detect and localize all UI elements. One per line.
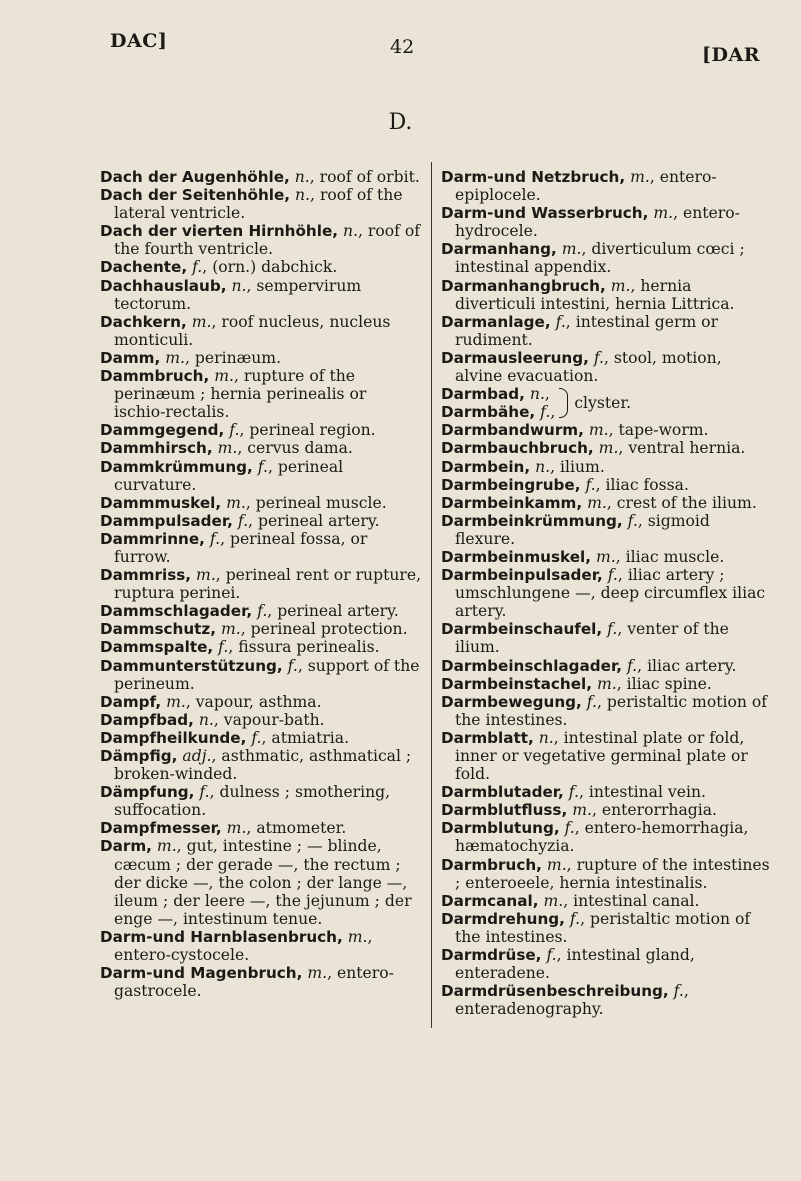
entry-headword: Damm,	[100, 348, 161, 367]
entry-definition: , enterorrhagia.	[591, 801, 717, 820]
entry-grammar: f.	[237, 511, 249, 530]
entry-definition: , perineal artery.	[267, 602, 399, 621]
dictionary-entry	[100, 530, 422, 566]
entry-definition: , ventral hernia.	[618, 439, 746, 458]
entry-headword: Darm-und Harnblasenbruch,	[100, 927, 343, 946]
dictionary-entry	[100, 258, 422, 276]
entry-definition: , support of the perineum.	[114, 656, 420, 693]
entry-definition: , roof of orbit.	[309, 168, 420, 186]
entry-definition: , perineal artery.	[248, 511, 380, 530]
entry-grammar: m.	[217, 439, 238, 458]
entry-grammar: m.	[191, 312, 212, 331]
dictionary-entry	[100, 711, 422, 729]
entry-definition: , sempervirum tectorum.	[114, 276, 362, 313]
entry-definition: , intestinal canal.	[563, 891, 700, 910]
dictionary-entry	[100, 964, 422, 1000]
entry-definition: , perineal fossa, or furrow.	[114, 529, 368, 566]
entry-definition: , stool, motion, alvine evacuation.	[455, 348, 722, 386]
entry-headword: Darmbeinschaufel,	[441, 620, 603, 639]
entry-definition: ,	[550, 403, 556, 422]
entry-headword: Dammpulsader,	[100, 511, 233, 530]
entry-definition: , iliac artery.	[637, 656, 737, 675]
dictionary-entry	[441, 856, 771, 892]
entry-headword: Darmanhangbruch,	[441, 276, 606, 295]
entry-headword: Dammunterstützung,	[100, 656, 283, 675]
entry-headword: Dammspalte,	[100, 638, 214, 657]
dictionary-entry	[441, 403, 555, 421]
entry-headword: Dämpfig,	[100, 747, 178, 765]
brace-definition: clyster.	[574, 394, 632, 413]
entry-grammar: n.	[538, 728, 554, 747]
entry-definition: , entero-cystocele.	[114, 927, 373, 965]
entry-grammar: f.	[257, 602, 268, 621]
entry-headword: Dach der Augenhöhle,	[100, 168, 290, 186]
entry-grammar: n.	[231, 276, 247, 295]
dictionary-entry	[441, 729, 771, 783]
dictionary-entry	[100, 657, 422, 693]
dictionary-entry	[441, 313, 771, 349]
entry-grammar: n.	[198, 710, 214, 729]
dictionary-entry	[441, 982, 771, 1018]
entry-definition: , entero-hemorrhagia, hæmatochyzia.	[455, 819, 749, 856]
entry-headword: Darm,	[100, 837, 152, 856]
dictionary-entry	[100, 421, 422, 439]
entry-grammar: m.	[596, 674, 617, 693]
entry-definition: , roof nucleus, nucleus monticuli.	[114, 312, 391, 349]
dictionary-entry	[100, 819, 422, 837]
dictionary-entry	[100, 747, 422, 783]
entry-definition: , enteradenography.	[455, 982, 689, 1019]
entry-grammar: f.	[607, 566, 618, 585]
dictionary-entry	[100, 783, 422, 819]
dictionary-entry	[100, 186, 422, 222]
entry-headword: Darmbruch,	[441, 855, 542, 874]
column-divider	[431, 162, 432, 1028]
entry-grammar: m.	[214, 367, 234, 386]
entry-definition: , peristaltic motion of the intestines.	[455, 692, 768, 729]
dictionary-entry	[441, 548, 771, 566]
entry-definition: , rupture of the intestines ; enteroeele, hernia intestinalis.	[455, 855, 770, 892]
entry-grammar: f.	[564, 819, 575, 838]
entry-grammar: f.	[251, 728, 262, 747]
entry-grammar: m.	[166, 692, 186, 711]
dictionary-entry	[441, 566, 771, 620]
section-letter: D.	[388, 110, 413, 135]
dictionary-entry	[100, 566, 422, 602]
entry-grammar: n.	[529, 385, 545, 404]
entry-definition: , entero-epiplocele.	[455, 168, 717, 205]
entry-definition: , venter of the ilium.	[455, 620, 729, 657]
dictionary-entry	[441, 385, 555, 403]
entry-definition: , fissura perinealis.	[228, 638, 380, 657]
entry-grammar: f.	[593, 348, 604, 367]
entry-grammar: m.	[653, 204, 674, 223]
dictionary-entry	[100, 313, 422, 349]
entry-headword: Darmdrehung,	[441, 909, 565, 928]
entry-grammar: m.	[610, 276, 631, 295]
entry-definition: , cervus dama.	[237, 439, 353, 458]
entry-headword: Darmanlage,	[441, 312, 551, 331]
entry-definition: , ilium.	[550, 457, 605, 476]
entry-definition: , entero-gastrocele.	[114, 964, 394, 1001]
entry-headword: Darmbeinmuskel,	[441, 547, 592, 566]
entry-grammar: m.	[595, 547, 616, 566]
dictionary-entry	[441, 458, 771, 476]
entry-headword: Darmbeinkrümmung,	[441, 511, 623, 530]
entry-headword: Dammriss,	[100, 566, 192, 585]
entry-definition: , entero-hydrocele.	[455, 204, 740, 241]
entry-headword: Dachente,	[100, 258, 188, 277]
entry-headword: Dammmuskel,	[100, 493, 222, 512]
entry-grammar: f.	[199, 783, 210, 802]
entry-headword: Darmblatt,	[441, 728, 534, 747]
entry-definition: ,	[544, 385, 550, 404]
dictionary-entry	[100, 837, 422, 927]
entry-grammar: f.	[626, 656, 638, 675]
entry-headword: Dämpfung,	[100, 783, 195, 802]
entry-grammar: f.	[257, 457, 268, 476]
entry-headword: Darmblutfluss,	[441, 801, 568, 820]
entry-headword: Darm-und Magenbruch,	[100, 964, 303, 983]
entry-definition: , perineal muscle.	[245, 493, 387, 512]
dictionary-entry	[441, 693, 771, 729]
entry-headword: Dammschutz,	[100, 620, 217, 639]
dictionary-entry	[100, 638, 422, 656]
entry-grammar: m.	[588, 421, 609, 440]
entry-grammar: f.	[586, 692, 597, 711]
dictionary-entry	[441, 512, 771, 548]
entry-definition: , intestinal plate or fold, inner or vegetative germinal plate or fold.	[455, 728, 748, 784]
entry-definition: , intestinal germ or rudiment.	[455, 312, 719, 349]
entry-grammar: f.	[546, 946, 557, 965]
entry-headword: Darm-und Netzbruch,	[441, 168, 626, 186]
dictionary-entry	[441, 819, 771, 855]
entry-definition: , intestinal vein.	[578, 783, 706, 802]
entry-headword: Dammbruch,	[100, 367, 210, 386]
entry-grammar: m.	[587, 493, 607, 512]
entry-definition: , sigmoid flexure.	[455, 511, 710, 548]
dictionary-entry	[100, 494, 422, 512]
entry-definition: , diverticulum cœci ; intestinal appendix.	[455, 240, 745, 277]
entry-headword: Dampfheilkunde,	[100, 728, 247, 747]
entry-headword: Dammschlagader,	[100, 602, 253, 621]
entry-headword: Darm-und Wasserbruch,	[441, 204, 649, 223]
entry-definition: , intestinal gland, enteradene.	[455, 946, 695, 983]
running-head-right: [DAR	[702, 44, 760, 66]
entry-grammar: m.	[307, 964, 328, 983]
entry-definition: , iliac fossa.	[595, 475, 689, 494]
entry-grammar: m.	[598, 439, 619, 458]
entry-headword: Dammgegend,	[100, 421, 225, 440]
dictionary-entry	[441, 204, 771, 240]
entry-headword: Dampf,	[100, 692, 162, 711]
entry-headword: Dach der Seitenhöhle,	[100, 186, 291, 205]
entry-grammar: m.	[226, 493, 246, 512]
entry-definition: , gut, intestine ; — blinde, cæcum ; der gerade —, the rectum ; der dicke —, the colon ; der lange —, ileum ; der leere —, the jejunum ; der enge —, intestinum tenue.	[114, 837, 412, 928]
entry-headword: Darmbewegung,	[441, 692, 582, 711]
brace-entry-group	[441, 385, 771, 421]
dictionary-entry	[441, 783, 771, 801]
dictionary-entry	[100, 367, 422, 421]
dictionary-entry	[441, 946, 771, 982]
entry-definition: , crest of the ilium.	[606, 493, 757, 512]
dictionary-entry	[441, 910, 771, 946]
entry-definition: , atmiatria.	[261, 728, 350, 747]
entry-headword: Darmbeinstachel,	[441, 674, 592, 693]
entry-headword: Darmbandwurm,	[441, 421, 584, 440]
entry-definition: , asthmatic, asthmatical ; broken-winded.	[114, 747, 412, 784]
entry-headword: Darmbeinkamm,	[441, 493, 583, 512]
entry-grammar: f.	[673, 982, 684, 1001]
entry-headword: Darmblutung,	[441, 819, 560, 838]
dictionary-entry	[441, 892, 771, 910]
entry-definition: , iliac artery ; umschlungene —, deep circumflex iliac artery.	[455, 566, 766, 621]
dictionary-entry	[100, 512, 422, 530]
dictionary-entry	[441, 349, 771, 385]
entry-grammar: f.	[287, 656, 298, 675]
entry-definition: , atmometer.	[246, 819, 347, 838]
entry-grammar: f.	[229, 421, 240, 440]
entry-grammar: m.	[630, 168, 650, 186]
left-column	[100, 168, 422, 1000]
entry-headword: Darmbad,	[441, 385, 525, 404]
entry-definition: , perinæum.	[185, 348, 282, 367]
entry-grammar: m.	[546, 855, 567, 874]
entry-headword: Dammhirsch,	[100, 439, 213, 458]
entry-headword: Dammkrümmung,	[100, 457, 253, 476]
dictionary-entry	[100, 729, 422, 747]
entry-grammar: m.	[221, 620, 241, 639]
entry-headword: Darmdrüsenbeschreibung,	[441, 982, 669, 1001]
entry-headword: Darmbeinschlagader,	[441, 656, 622, 675]
entry-definition: , rupture of the perinæum ; hernia perinealis or ischio-rectalis.	[114, 367, 367, 422]
entry-grammar: n.	[294, 168, 310, 186]
dictionary-entry	[100, 928, 422, 964]
dictionary-entry	[100, 602, 422, 620]
entry-definition: , perineal region.	[239, 421, 376, 440]
entry-headword: Dachhauslaub,	[100, 276, 227, 295]
entry-definition: , peristaltic motion of the intestines.	[455, 909, 751, 946]
dictionary-entry	[100, 168, 422, 186]
entry-definition: , vapour-bath.	[213, 710, 325, 729]
entry-grammar: m.	[165, 348, 185, 367]
entry-headword: Darmblutader,	[441, 783, 564, 802]
entry-grammar: m.	[543, 891, 564, 910]
entry-headword: Dammrinne,	[100, 529, 205, 548]
entry-headword: Darmanhang,	[441, 240, 557, 259]
entry-definition: , roof of the fourth ventricle.	[114, 222, 421, 259]
dictionary-entry	[441, 168, 771, 204]
dictionary-entry	[100, 439, 422, 457]
dictionary-entry	[441, 657, 771, 675]
dictionary-entry	[441, 421, 771, 439]
dictionary-entry	[100, 693, 422, 711]
entry-grammar: m.	[572, 801, 592, 820]
page-number: 42	[390, 36, 415, 58]
entry-definition: , roof of the lateral ventricle.	[114, 186, 403, 223]
entry-definition: , perineal rent or rupture, ruptura perinei.	[114, 566, 422, 603]
running-head-left: DAC]	[110, 30, 168, 52]
entry-headword: Dampfbad,	[100, 710, 194, 729]
entry-grammar: f.	[209, 529, 221, 548]
entry-headword: Darmdrüse,	[441, 946, 542, 965]
entry-headword: Darmbeingrube,	[441, 475, 581, 494]
dictionary-entry	[441, 439, 771, 457]
entry-grammar: f.	[540, 403, 551, 422]
entry-definition: , (orn.) dabchick.	[202, 258, 338, 277]
dictionary-entry	[441, 675, 771, 693]
entry-grammar: f.	[555, 312, 566, 331]
entry-headword: Darmbähe,	[441, 403, 536, 422]
entry-headword: Dampfmesser,	[100, 819, 222, 838]
dictionary-entry	[100, 458, 422, 494]
entry-headword: Darmausleerung,	[441, 348, 589, 367]
entry-grammar: f.	[585, 475, 596, 494]
entry-grammar: n.	[295, 186, 311, 205]
entry-definition: , hernia diverticuli intestini, hernia Littrica.	[455, 276, 735, 313]
entry-grammar: f.	[568, 783, 579, 802]
entry-headword: Darmbeinpulsader,	[441, 566, 603, 585]
dictionary-entry	[100, 349, 422, 367]
entry-grammar: m.	[196, 566, 216, 585]
entry-grammar: f.	[607, 620, 618, 639]
entry-grammar: f.	[218, 638, 229, 657]
right-column	[441, 168, 771, 1018]
dictionary-entry	[441, 801, 771, 819]
entry-headword: Dachkern,	[100, 312, 187, 331]
entry-definition: , dulness ; smothering, suffocation.	[114, 783, 391, 820]
dictionary-entry	[441, 620, 771, 656]
entry-definition: , perineal protection.	[240, 620, 408, 639]
entry-definition: , vapour, asthma.	[185, 692, 322, 711]
entry-definition: , iliac spine.	[616, 674, 712, 693]
dictionary-entry	[441, 240, 771, 276]
entry-headword: Darmbein,	[441, 457, 531, 476]
dictionary-entry	[441, 476, 771, 494]
right-brace	[559, 388, 568, 418]
entry-grammar: m.	[156, 837, 177, 856]
entry-grammar: m.	[347, 927, 368, 946]
dictionary-entry	[100, 277, 422, 313]
entry-definition: , iliac muscle.	[615, 547, 725, 566]
dictionary-entry	[441, 494, 771, 512]
entry-grammar: f.	[569, 909, 581, 928]
entry-grammar: m.	[561, 240, 582, 259]
entry-grammar: f.	[627, 511, 638, 530]
dictionary-entry	[100, 620, 422, 638]
entry-headword: Darmcanal,	[441, 891, 539, 910]
entry-definition: , tape-worm.	[608, 421, 709, 440]
entry-grammar: m.	[226, 819, 247, 838]
entry-definition: , perineal curvature.	[114, 457, 344, 494]
entry-grammar: n.	[535, 457, 551, 476]
entry-headword: Dach der vierten Hirnhöhle,	[100, 222, 339, 241]
entry-grammar: f.	[192, 258, 203, 277]
entry-headword: Darmbauchbruch,	[441, 439, 594, 458]
entry-grammar: n.	[343, 222, 358, 241]
dictionary-entry	[100, 222, 422, 258]
entry-grammar: adj.	[182, 747, 212, 765]
dictionary-entry	[441, 277, 771, 313]
